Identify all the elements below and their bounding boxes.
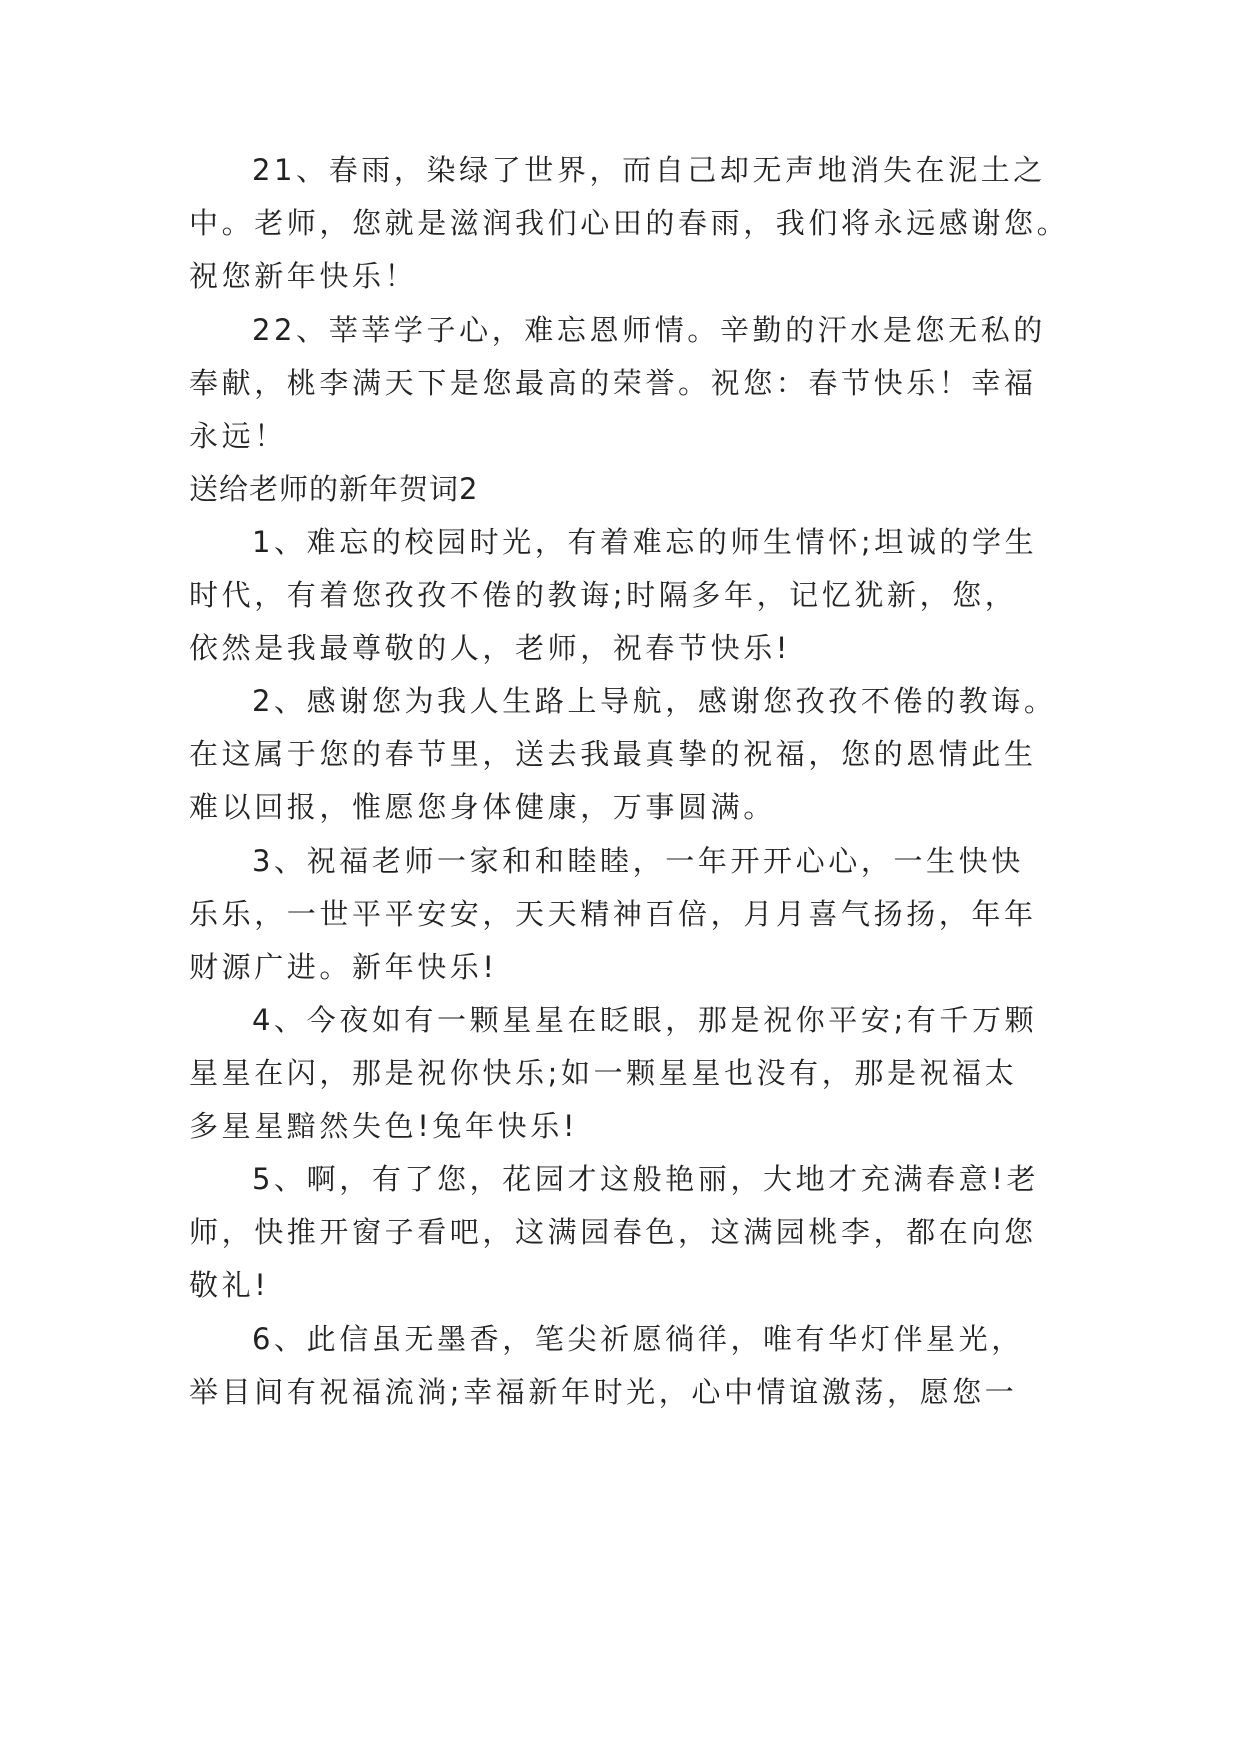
paragraph-21-line-1: 21、春雨，染绿了世界，而自己却无声地消失在泥土之 bbox=[252, 153, 1046, 187]
paragraph-1-line-1: 1、难忘的校园时光，有着难忘的师生情怀;坦诚的学生 bbox=[252, 525, 1038, 559]
paragraph-4-line-2: 星星在闪，那是祝你快乐;如一颗星星也没有，那是祝福太 bbox=[189, 1056, 1018, 1090]
paragraph-3-line-3: 财源广进。新年快乐! bbox=[189, 950, 498, 984]
paragraph-21-line-3: 祝您新年快乐！ bbox=[189, 259, 418, 293]
paragraph-2-line-2: 在这属于您的春节里，送去我最真挚的祝福，您的恩情此生 bbox=[189, 737, 1037, 771]
paragraph-22-line-2: 奉献，桃李满天下是您最高的荣誉。祝您：春节快乐！幸福 bbox=[189, 366, 1037, 400]
paragraph-1-line-3: 依然是我最尊敬的人，老师，祝春节快乐! bbox=[189, 631, 792, 665]
paragraph-2-line-1: 2、感谢您为我人生路上导航，感谢您孜孜不倦的教诲。 bbox=[252, 684, 1057, 718]
paragraph-2-line-3: 难以回报，惟愿您身体健康，万事圆满。 bbox=[189, 790, 776, 824]
paragraph-6-line-1: 6、此信虽无墨香，笔尖祈愿徜徉，唯有华灯伴星光， bbox=[252, 1322, 1024, 1356]
paragraph-1-line-2: 时代，有着您孜孜不倦的教诲;时隔多年，记忆犹新，您， bbox=[189, 578, 1018, 612]
paragraph-5-line-3: 敬礼! bbox=[189, 1268, 270, 1302]
paragraph-4-line-1: 4、今夜如有一颗星星在眨眼，那是祝你平安;有千万颗 bbox=[252, 1003, 1038, 1037]
paragraph-5-line-2: 师，快推开窗子看吧，这满园春色，这满园桃李，都在向您 bbox=[189, 1215, 1037, 1249]
paragraph-21-line-2: 中。老师，您就是滋润我们心田的春雨，我们将永远感谢您。 bbox=[189, 206, 1070, 240]
paragraph-4-line-3: 多星星黯然失色!兔年快乐! bbox=[189, 1109, 579, 1143]
paragraph-6-line-2: 举目间有祝福流淌;幸福新年时光，心中情谊激荡，愿您一 bbox=[189, 1375, 1018, 1409]
paragraph-5-line-1: 5、啊，有了您，花园才这般艳丽，大地才充满春意!老 bbox=[252, 1162, 1040, 1196]
section-heading: 送给老师的新年贺词2 bbox=[189, 472, 479, 506]
paragraph-3-line-2: 乐乐，一世平平安安，天天精神百倍，月月喜气扬扬，年年 bbox=[189, 897, 1037, 931]
paragraph-22-line-3: 永远！ bbox=[189, 419, 287, 453]
paragraph-3-line-1: 3、祝福老师一家和和睦睦，一年开开心心，一生快快 bbox=[252, 844, 1024, 878]
paragraph-22-line-1: 22、莘莘学子心，难忘恩师情。辛勤的汗水是您无私的 bbox=[252, 313, 1046, 347]
